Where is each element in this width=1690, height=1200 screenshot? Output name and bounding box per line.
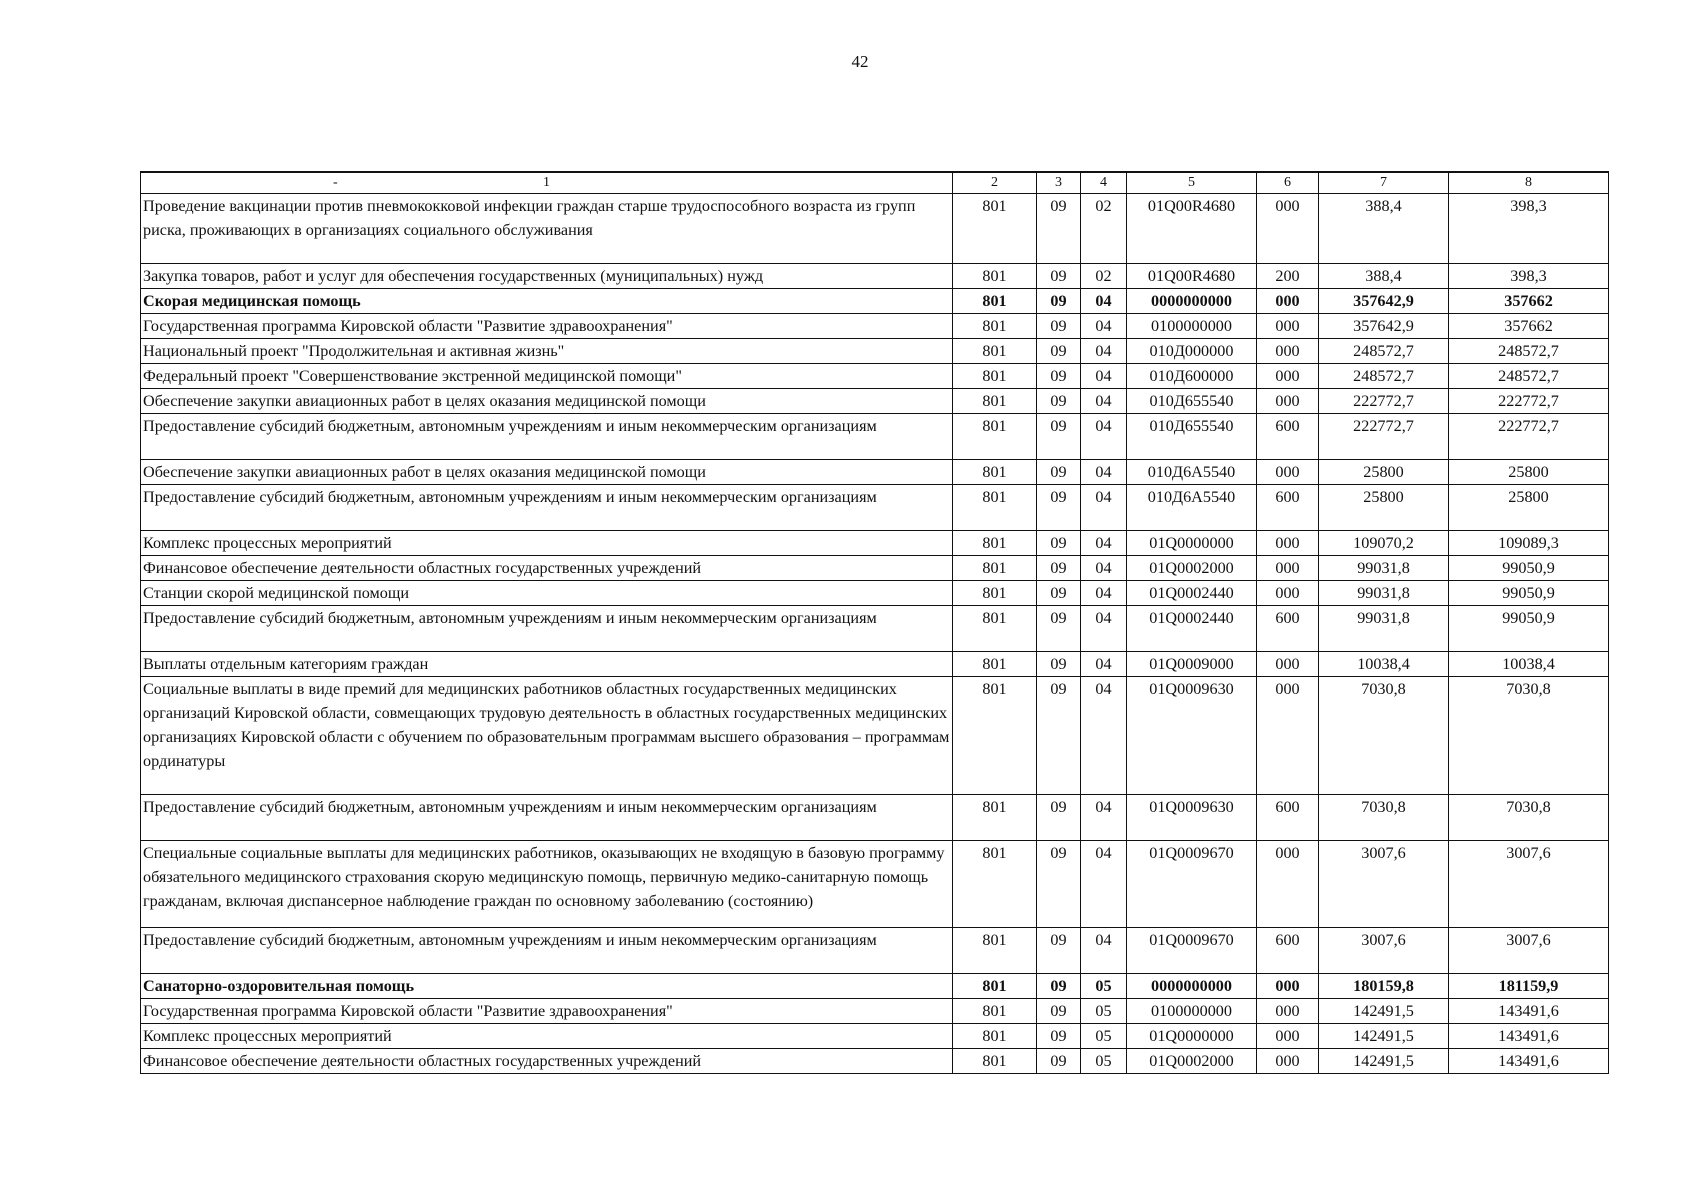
target-article-code: 01Q00R4680 [1127, 264, 1257, 289]
section-code: 09 [1037, 606, 1081, 652]
section-code: 09 [1037, 677, 1081, 795]
table-row [141, 652, 1609, 677]
amount-year-1: 248572,7 [1319, 339, 1449, 364]
expense-type-code: 000 [1257, 1024, 1319, 1049]
header-col-4: 4 [1081, 172, 1127, 194]
amount-year-1: 142491,5 [1319, 1049, 1449, 1074]
section-code: 09 [1037, 364, 1081, 389]
expense-type-code: 000 [1257, 1049, 1319, 1074]
section-code: 09 [1037, 264, 1081, 289]
chapter-code: 801 [953, 364, 1037, 389]
subsection-code: 02 [1081, 194, 1127, 264]
subsection-code: 04 [1081, 677, 1127, 795]
amount-year-2: 99050,9 [1449, 606, 1609, 652]
section-code: 09 [1037, 556, 1081, 581]
amount-year-1: 3007,6 [1319, 841, 1449, 928]
chapter-code: 801 [953, 556, 1037, 581]
subsection-code: 04 [1081, 414, 1127, 460]
amount-year-1: 7030,8 [1319, 677, 1449, 795]
header-col-3: 3 [1037, 172, 1081, 194]
amount-year-2: 143491,6 [1449, 1049, 1609, 1074]
amount-year-1: 99031,8 [1319, 556, 1449, 581]
section-code: 09 [1037, 999, 1081, 1024]
row-name: Государственная программа Кировской области "Развитие здравоохранения" [141, 314, 953, 339]
section-code: 09 [1037, 1049, 1081, 1074]
chapter-code: 801 [953, 928, 1037, 974]
amount-year-2: 398,3 [1449, 264, 1609, 289]
header-col-7: 7 [1319, 172, 1449, 194]
target-article-code: 0000000000 [1127, 974, 1257, 999]
chapter-code: 801 [953, 841, 1037, 928]
row-name: Станции скорой медицинской помощи [141, 581, 953, 606]
expense-type-code: 600 [1257, 795, 1319, 841]
expense-type-code: 600 [1257, 485, 1319, 531]
row-name: Закупка товаров, работ и услуг для обеспечения государственных (муниципальных) нужд [141, 264, 953, 289]
row-name: Федеральный проект "Совершенствование экстренной медицинской помощи" [141, 364, 953, 389]
amount-year-1: 142491,5 [1319, 999, 1449, 1024]
amount-year-2: 181159,9 [1449, 974, 1609, 999]
amount-year-1: 180159,8 [1319, 974, 1449, 999]
row-name: Предоставление субсидий бюджетным, автономным учреждениям и иным некоммерческим организациям [141, 414, 953, 460]
table-row [141, 339, 1609, 364]
amount-year-2: 7030,8 [1449, 677, 1609, 795]
table-row [141, 414, 1609, 460]
table-row [141, 364, 1609, 389]
subsection-code: 04 [1081, 606, 1127, 652]
chapter-code: 801 [953, 460, 1037, 485]
subsection-code: 04 [1081, 556, 1127, 581]
target-article-code: 010Д6А5540 [1127, 460, 1257, 485]
target-article-code: 01Q0000000 [1127, 531, 1257, 556]
amount-year-1: 99031,8 [1319, 606, 1449, 652]
chapter-code: 801 [953, 795, 1037, 841]
table-row [141, 606, 1609, 652]
header-left-mark: - [333, 175, 338, 190]
expense-type-code: 000 [1257, 389, 1319, 414]
amount-year-1: 357642,9 [1319, 314, 1449, 339]
target-article-code: 010Д6А5540 [1127, 485, 1257, 531]
chapter-code: 801 [953, 339, 1037, 364]
target-article-code: 01Q0002000 [1127, 556, 1257, 581]
subsection-code: 05 [1081, 1024, 1127, 1049]
row-name: Национальный проект "Продолжительная и активная жизнь" [141, 339, 953, 364]
table-row [141, 999, 1609, 1024]
chapter-code: 801 [953, 194, 1037, 264]
expense-type-code: 600 [1257, 414, 1319, 460]
table-row [141, 556, 1609, 581]
table-row [141, 389, 1609, 414]
expense-type-code: 600 [1257, 928, 1319, 974]
amount-year-2: 25800 [1449, 485, 1609, 531]
chapter-code: 801 [953, 414, 1037, 460]
expense-type-code: 000 [1257, 841, 1319, 928]
chapter-code: 801 [953, 389, 1037, 414]
amount-year-1: 222772,7 [1319, 389, 1449, 414]
row-name: Санаторно-оздоровительная помощь [141, 974, 953, 999]
subsection-code: 04 [1081, 531, 1127, 556]
amount-year-2: 109089,3 [1449, 531, 1609, 556]
chapter-code: 801 [953, 606, 1037, 652]
section-code: 09 [1037, 928, 1081, 974]
chapter-code: 801 [953, 531, 1037, 556]
amount-year-2: 222772,7 [1449, 389, 1609, 414]
table-row [141, 841, 1609, 928]
target-article-code: 01Q00R4680 [1127, 194, 1257, 264]
table-row [141, 1024, 1609, 1049]
row-name: Предоставление субсидий бюджетным, автономным учреждениям и иным некоммерческим организациям [141, 606, 953, 652]
chapter-code: 801 [953, 485, 1037, 531]
header-col-8: 8 [1449, 172, 1609, 194]
chapter-code: 801 [953, 974, 1037, 999]
row-name: Государственная программа Кировской области "Развитие здравоохранения" [141, 999, 953, 1024]
chapter-code: 801 [953, 289, 1037, 314]
row-name: Финансовое обеспечение деятельности областных государственных учреждений [141, 556, 953, 581]
budget-table [140, 171, 1609, 1074]
target-article-code: 010Д655540 [1127, 414, 1257, 460]
chapter-code: 801 [953, 264, 1037, 289]
amount-year-2: 143491,6 [1449, 1024, 1609, 1049]
table-row [141, 289, 1609, 314]
section-code: 09 [1037, 314, 1081, 339]
expense-type-code: 000 [1257, 999, 1319, 1024]
amount-year-1: 222772,7 [1319, 414, 1449, 460]
table-row [141, 1049, 1609, 1074]
section-code: 09 [1037, 841, 1081, 928]
row-name: Обеспечение закупки авиационных работ в целях оказания медицинской помощи [141, 460, 953, 485]
subsection-code: 04 [1081, 364, 1127, 389]
subsection-code: 05 [1081, 999, 1127, 1024]
row-name: Комплекс процессных мероприятий [141, 531, 953, 556]
subsection-code: 02 [1081, 264, 1127, 289]
subsection-code: 04 [1081, 841, 1127, 928]
amount-year-1: 142491,5 [1319, 1024, 1449, 1049]
header-col-2: 2 [953, 172, 1037, 194]
target-article-code: 0000000000 [1127, 289, 1257, 314]
target-article-code: 010Д655540 [1127, 389, 1257, 414]
amount-year-1: 357642,9 [1319, 289, 1449, 314]
expense-type-code: 000 [1257, 194, 1319, 264]
table-header-row [141, 172, 1609, 194]
chapter-code: 801 [953, 581, 1037, 606]
subsection-code: 04 [1081, 289, 1127, 314]
amount-year-1: 25800 [1319, 485, 1449, 531]
section-code: 09 [1037, 339, 1081, 364]
amount-year-2: 99050,9 [1449, 556, 1609, 581]
amount-year-2: 222772,7 [1449, 414, 1609, 460]
section-code: 09 [1037, 289, 1081, 314]
expense-type-code: 000 [1257, 556, 1319, 581]
target-article-code: 01Q0009630 [1127, 795, 1257, 841]
expense-type-code: 200 [1257, 264, 1319, 289]
subsection-code: 04 [1081, 928, 1127, 974]
header-col-1-label: 1 [543, 175, 550, 190]
section-code: 09 [1037, 414, 1081, 460]
table-row [141, 531, 1609, 556]
section-code: 09 [1037, 652, 1081, 677]
amount-year-2: 248572,7 [1449, 364, 1609, 389]
row-name: Социальные выплаты в виде премий для медицинских работников областных государственных медицинских организаций Кировской области, совмещающих трудовую деятельность в областных государственных медицинских организациях Кировской области с обучением по образовательным программам высшего образования – программам ординатуры [141, 677, 953, 795]
table-row [141, 194, 1609, 264]
table-row [141, 974, 1609, 999]
row-name: Выплаты отдельным категориям граждан [141, 652, 953, 677]
table-row [141, 677, 1609, 795]
chapter-code: 801 [953, 314, 1037, 339]
target-article-code: 0100000000 [1127, 314, 1257, 339]
header-col-6: 6 [1257, 172, 1319, 194]
subsection-code: 05 [1081, 1049, 1127, 1074]
header-col-5: 5 [1127, 172, 1257, 194]
subsection-code: 05 [1081, 974, 1127, 999]
page-number: 42 [851, 52, 869, 71]
section-code: 09 [1037, 1024, 1081, 1049]
expense-type-code: 600 [1257, 606, 1319, 652]
row-name: Обеспечение закупки авиационных работ в целях оказания медицинской помощи [141, 389, 953, 414]
section-code: 09 [1037, 795, 1081, 841]
amount-year-2: 7030,8 [1449, 795, 1609, 841]
table-row [141, 485, 1609, 531]
row-name: Предоставление субсидий бюджетным, автономным учреждениям и иным некоммерческим организациям [141, 928, 953, 974]
expense-type-code: 000 [1257, 339, 1319, 364]
amount-year-2: 99050,9 [1449, 581, 1609, 606]
amount-year-1: 99031,8 [1319, 581, 1449, 606]
section-code: 09 [1037, 389, 1081, 414]
subsection-code: 04 [1081, 485, 1127, 531]
amount-year-1: 388,4 [1319, 194, 1449, 264]
table-row [141, 264, 1609, 289]
expense-type-code: 000 [1257, 314, 1319, 339]
expense-type-code: 000 [1257, 531, 1319, 556]
target-article-code: 01Q0000000 [1127, 1024, 1257, 1049]
subsection-code: 04 [1081, 389, 1127, 414]
chapter-code: 801 [953, 1049, 1037, 1074]
amount-year-2: 398,3 [1449, 194, 1609, 264]
table-row [141, 795, 1609, 841]
target-article-code: 01Q0009670 [1127, 928, 1257, 974]
table-row [141, 460, 1609, 485]
chapter-code: 801 [953, 652, 1037, 677]
expense-type-code: 000 [1257, 581, 1319, 606]
row-name: Предоставление субсидий бюджетным, автономным учреждениям и иным некоммерческим организациям [141, 795, 953, 841]
amount-year-2: 3007,6 [1449, 841, 1609, 928]
section-code: 09 [1037, 460, 1081, 485]
subsection-code: 04 [1081, 795, 1127, 841]
table-row [141, 928, 1609, 974]
amount-year-2: 25800 [1449, 460, 1609, 485]
amount-year-1: 25800 [1319, 460, 1449, 485]
amount-year-2: 3007,6 [1449, 928, 1609, 974]
table-row [141, 314, 1609, 339]
amount-year-2: 248572,7 [1449, 339, 1609, 364]
section-code: 09 [1037, 194, 1081, 264]
row-name: Специальные социальные выплаты для медицинских работников, оказывающих не входящую в базовую программу обязательного медицинского страхования скорую медицинскую помощь, первичную медико-санитарную помощь гражданам, включая диспансерное наблюдение граждан по основному заболеванию (состоянию) [141, 841, 953, 928]
section-code: 09 [1037, 974, 1081, 999]
section-code: 09 [1037, 581, 1081, 606]
amount-year-1: 7030,8 [1319, 795, 1449, 841]
subsection-code: 04 [1081, 460, 1127, 485]
chapter-code: 801 [953, 677, 1037, 795]
amount-year-2: 357662 [1449, 289, 1609, 314]
amount-year-1: 388,4 [1319, 264, 1449, 289]
expense-type-code: 000 [1257, 974, 1319, 999]
row-name: Проведение вакцинации против пневмококковой инфекции граждан старше трудоспособного возраста из групп риска, проживающих в организациях социального обслуживания [141, 194, 953, 264]
header-col-1 [141, 172, 953, 194]
amount-year-2: 10038,4 [1449, 652, 1609, 677]
subsection-code: 04 [1081, 652, 1127, 677]
target-article-code: 01Q0002440 [1127, 581, 1257, 606]
expense-type-code: 000 [1257, 364, 1319, 389]
target-article-code: 010Д600000 [1127, 364, 1257, 389]
amount-year-1: 109070,2 [1319, 531, 1449, 556]
subsection-code: 04 [1081, 314, 1127, 339]
subsection-code: 04 [1081, 581, 1127, 606]
subsection-code: 04 [1081, 339, 1127, 364]
target-article-code: 010Д000000 [1127, 339, 1257, 364]
target-article-code: 01Q0002000 [1127, 1049, 1257, 1074]
row-name: Финансовое обеспечение деятельности областных государственных учреждений [141, 1049, 953, 1074]
target-article-code: 01Q0009000 [1127, 652, 1257, 677]
amount-year-1: 10038,4 [1319, 652, 1449, 677]
expense-type-code: 000 [1257, 460, 1319, 485]
chapter-code: 801 [953, 1024, 1037, 1049]
expense-type-code: 000 [1257, 652, 1319, 677]
target-article-code: 01Q0009670 [1127, 841, 1257, 928]
target-article-code: 01Q0009630 [1127, 677, 1257, 795]
row-name: Комплекс процессных мероприятий [141, 1024, 953, 1049]
amount-year-2: 143491,6 [1449, 999, 1609, 1024]
amount-year-1: 248572,7 [1319, 364, 1449, 389]
amount-year-1: 3007,6 [1319, 928, 1449, 974]
row-name: Скорая медицинская помощь [141, 289, 953, 314]
expense-type-code: 000 [1257, 289, 1319, 314]
row-name: Предоставление субсидий бюджетным, автономным учреждениям и иным некоммерческим организациям [141, 485, 953, 531]
chapter-code: 801 [953, 999, 1037, 1024]
target-article-code: 0100000000 [1127, 999, 1257, 1024]
expense-type-code: 000 [1257, 677, 1319, 795]
section-code: 09 [1037, 485, 1081, 531]
amount-year-2: 357662 [1449, 314, 1609, 339]
table-row [141, 581, 1609, 606]
target-article-code: 01Q0002440 [1127, 606, 1257, 652]
section-code: 09 [1037, 531, 1081, 556]
